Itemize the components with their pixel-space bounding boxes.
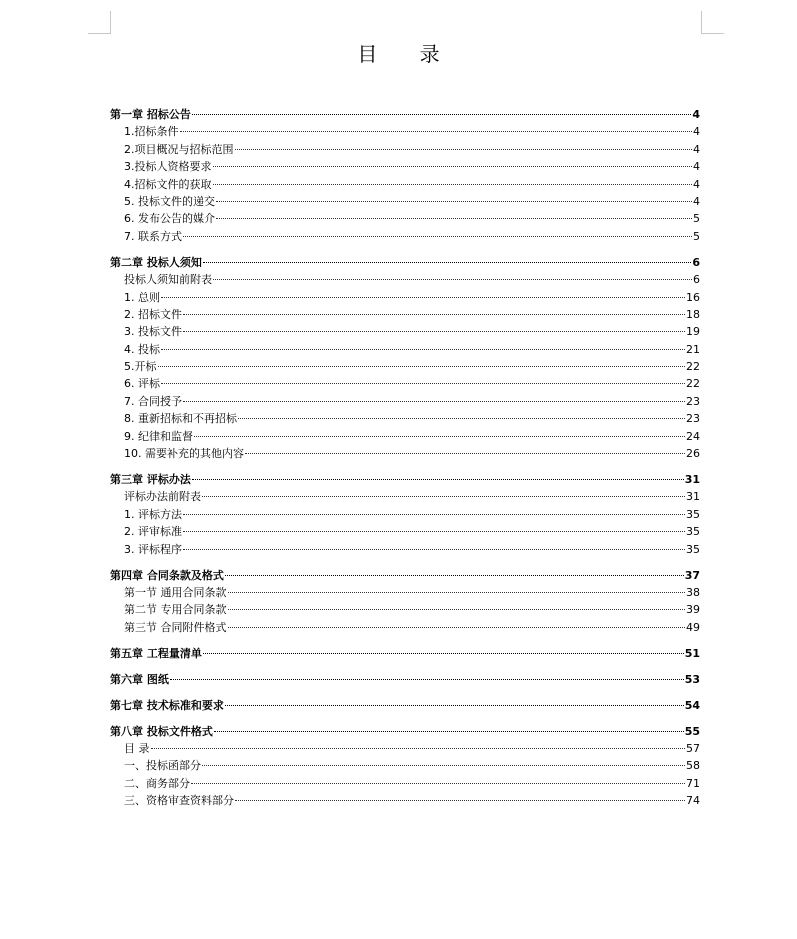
toc-section-entry[interactable] <box>110 323 700 340</box>
toc-page-number: 16 <box>686 290 700 304</box>
toc-section-entry[interactable] <box>110 375 700 392</box>
toc-leader-dots <box>183 401 685 402</box>
toc-page-number: 21 <box>686 342 700 356</box>
toc-leader-dots <box>158 366 686 367</box>
toc-page-number: 6 <box>692 255 700 269</box>
toc-entry-label: 4. 投标 <box>124 342 160 356</box>
toc-section-entry[interactable] <box>110 584 700 601</box>
toc-section-entry[interactable] <box>110 123 700 140</box>
toc-entry-label: 第八章 投标文件格式 <box>110 724 213 738</box>
toc-leader-dots <box>192 479 684 480</box>
toc-leader-dots <box>213 184 693 185</box>
toc-leader-dots <box>161 383 685 384</box>
toc-entry-label: 第五章 工程量清单 <box>110 646 202 660</box>
toc-leader-dots <box>183 514 685 515</box>
toc-gap <box>110 462 700 471</box>
toc-entry-label: 第四章 合同条款及格式 <box>110 568 224 582</box>
toc-chapter-entry[interactable] <box>110 671 700 688</box>
toc-page-number: 57 <box>686 742 700 756</box>
toc-leader-dots <box>228 592 686 593</box>
toc-leader-dots <box>213 166 693 167</box>
toc-section-entry[interactable] <box>110 193 700 210</box>
toc-gap <box>110 636 700 645</box>
toc-page-number: 53 <box>684 672 700 686</box>
toc-page-number: 4 <box>693 125 700 139</box>
toc-section-entry[interactable] <box>110 619 700 636</box>
toc-leader-dots <box>183 314 685 315</box>
toc-page-number: 26 <box>686 447 700 461</box>
toc-leader-dots <box>214 731 684 732</box>
toc-leader-dots <box>238 418 685 419</box>
toc-page-number: 58 <box>686 759 700 773</box>
toc-chapter-entry[interactable] <box>110 697 700 714</box>
toc-entry-label: 投标人须知前附表 <box>124 273 212 287</box>
toc-page-number: 4 <box>693 142 700 156</box>
toc-leader-dots <box>161 297 685 298</box>
toc-entry-label: 7. 联系方式 <box>124 229 182 243</box>
toc-section-entry[interactable] <box>110 541 700 558</box>
toc-section-entry[interactable] <box>110 601 700 618</box>
toc-entry-label: 目 录 <box>124 742 150 756</box>
toc-page-number: 4 <box>693 194 700 208</box>
toc-section-entry[interactable] <box>110 289 700 306</box>
toc-section-entry[interactable] <box>110 523 700 540</box>
toc-page-number: 55 <box>684 724 700 738</box>
toc-entry-label: 3. 投标文件 <box>124 325 182 339</box>
toc-chapter-entry[interactable] <box>110 567 700 584</box>
toc-entry-label: 2. 评审标准 <box>124 525 182 539</box>
toc-entry-label: 3.投标人资格要求 <box>124 160 212 174</box>
toc-page-number: 35 <box>686 525 700 539</box>
crop-mark-top-right <box>701 11 724 34</box>
toc-section-entry[interactable] <box>110 228 700 245</box>
toc-gap <box>110 558 700 567</box>
toc-entry-label: 9. 纪律和监督 <box>124 429 193 443</box>
toc-entry-label: 第二节 专用合同条款 <box>124 603 227 617</box>
toc-entry-label: 1.招标条件 <box>124 125 179 139</box>
toc-leader-dots <box>170 679 684 680</box>
toc-leader-dots <box>225 575 684 576</box>
toc-section-entry[interactable] <box>110 358 700 375</box>
toc-leader-dots <box>203 653 684 654</box>
toc-section-entry[interactable] <box>110 158 700 175</box>
toc-section-entry[interactable] <box>110 740 700 757</box>
toc-leader-dots <box>216 201 692 202</box>
toc-entry-label: 第二章 投标人须知 <box>110 255 202 269</box>
toc-entry-label: 7. 合同授予 <box>124 394 182 408</box>
toc-entry-label: 第一节 通用合同条款 <box>124 585 227 599</box>
toc-chapter-entry[interactable] <box>110 645 700 662</box>
toc-page-number: 39 <box>686 603 700 617</box>
toc-section-entry[interactable] <box>110 393 700 410</box>
toc-page-number: 49 <box>686 620 700 634</box>
toc-entry-label: 第三节 合同附件格式 <box>124 620 227 634</box>
toc-leader-dots <box>192 114 692 115</box>
toc-page-number: 31 <box>684 473 700 486</box>
toc-leader-dots <box>194 436 685 437</box>
toc-entry-label: 5. 投标文件的递交 <box>124 194 215 208</box>
toc-leader-dots <box>216 218 692 219</box>
toc-leader-dots <box>183 331 685 332</box>
toc-gap <box>110 662 700 671</box>
toc-page-number: 4 <box>692 108 700 121</box>
toc-page-number: 35 <box>686 507 700 521</box>
toc-section-entry[interactable] <box>110 306 700 323</box>
toc-page-number: 23 <box>686 412 700 426</box>
toc-section-entry[interactable] <box>110 271 700 288</box>
toc-section-entry[interactable] <box>110 428 700 445</box>
toc-entry-label: 3. 评标程序 <box>124 542 182 556</box>
toc-section-entry[interactable] <box>110 410 700 427</box>
toc-page-number: 4 <box>693 160 700 174</box>
toc-leader-dots <box>228 627 686 628</box>
toc-page-number: 35 <box>686 542 700 556</box>
toc-leader-dots <box>203 262 692 263</box>
toc-page-number: 23 <box>686 394 700 408</box>
toc-page-number: 4 <box>693 177 700 191</box>
toc-page-number: 38 <box>686 585 700 599</box>
toc-entry-label: 2. 招标文件 <box>124 307 182 321</box>
toc-page-number: 71 <box>686 776 700 790</box>
toc-entry-label: 6. 评标 <box>124 377 160 391</box>
table-of-contents <box>110 106 700 810</box>
toc-entry-label: 1. 总则 <box>124 290 160 304</box>
toc-leader-dots <box>245 453 685 454</box>
toc-section-entry[interactable] <box>110 792 700 809</box>
toc-section-entry[interactable] <box>110 445 700 462</box>
toc-leader-dots <box>183 549 685 550</box>
toc-entry-label: 一、投标函部分 <box>124 759 201 773</box>
toc-entry-label: 第三章 评标办法 <box>110 473 191 486</box>
toc-leader-dots <box>235 149 693 150</box>
toc-entry-label: 8. 重新招标和不再招标 <box>124 412 237 426</box>
toc-leader-dots <box>191 783 685 784</box>
toc-chapter-entry[interactable] <box>110 723 700 740</box>
toc-entry-label: 1. 评标方法 <box>124 507 182 521</box>
toc-page-number: 74 <box>686 794 700 808</box>
toc-gap <box>110 245 700 254</box>
toc-leader-dots <box>180 131 693 132</box>
toc-section-entry[interactable] <box>110 775 700 792</box>
toc-title: 目 录 <box>357 42 458 66</box>
toc-entry-label: 评标办法前附表 <box>124 490 201 504</box>
toc-section-entry[interactable] <box>110 341 700 358</box>
toc-leader-dots <box>161 349 685 350</box>
toc-leader-dots <box>202 496 685 497</box>
toc-page-number: 24 <box>686 429 700 443</box>
toc-leader-dots <box>202 765 685 766</box>
toc-page-number: 51 <box>684 646 700 660</box>
toc-leader-dots <box>228 609 686 610</box>
toc-section-entry[interactable] <box>110 506 700 523</box>
toc-chapter-entry[interactable] <box>110 254 700 271</box>
toc-section-entry[interactable] <box>110 488 700 505</box>
toc-leader-dots <box>183 531 685 532</box>
toc-page-number: 6 <box>693 273 700 287</box>
toc-entry-label: 5.开标 <box>124 360 157 374</box>
toc-page-number: 22 <box>686 360 700 374</box>
toc-page-number: 18 <box>686 307 700 321</box>
toc-section-entry[interactable] <box>110 757 700 774</box>
toc-page-number: 19 <box>686 325 700 339</box>
toc-entry-label: 二、商务部分 <box>124 776 190 790</box>
toc-page-number: 37 <box>684 568 700 582</box>
crop-mark-top-left <box>88 11 111 34</box>
toc-leader-dots <box>183 236 692 237</box>
toc-entry-label: 2.项目概况与招标范围 <box>124 142 234 156</box>
toc-leader-dots <box>151 748 686 749</box>
toc-entry-label: 10. 需要补充的其他内容 <box>124 447 244 461</box>
toc-page-number: 54 <box>684 698 700 712</box>
toc-section-entry[interactable] <box>110 141 700 158</box>
toc-page-number: 5 <box>693 229 700 243</box>
toc-section-entry[interactable] <box>110 176 700 193</box>
toc-gap <box>110 714 700 723</box>
toc-entry-label: 三、资格审查资料部分 <box>124 794 234 808</box>
toc-chapter-entry[interactable] <box>110 471 700 488</box>
toc-page-number: 22 <box>686 377 700 391</box>
toc-entry-label: 第七章 技术标准和要求 <box>110 698 224 712</box>
toc-entry-label: 4.招标文件的获取 <box>124 177 212 191</box>
toc-chapter-entry[interactable] <box>110 106 700 123</box>
toc-leader-dots <box>235 800 685 801</box>
toc-page-number: 5 <box>693 212 700 226</box>
toc-page-number: 31 <box>686 490 700 504</box>
toc-leader-dots <box>225 705 684 706</box>
toc-entry-label: 第一章 招标公告 <box>110 108 191 121</box>
toc-entry-label: 6. 发布公告的媒介 <box>124 212 215 226</box>
toc-section-entry[interactable] <box>110 210 700 227</box>
toc-entry-label: 第六章 图纸 <box>110 672 169 686</box>
toc-leader-dots <box>213 279 692 280</box>
toc-gap <box>110 688 700 697</box>
